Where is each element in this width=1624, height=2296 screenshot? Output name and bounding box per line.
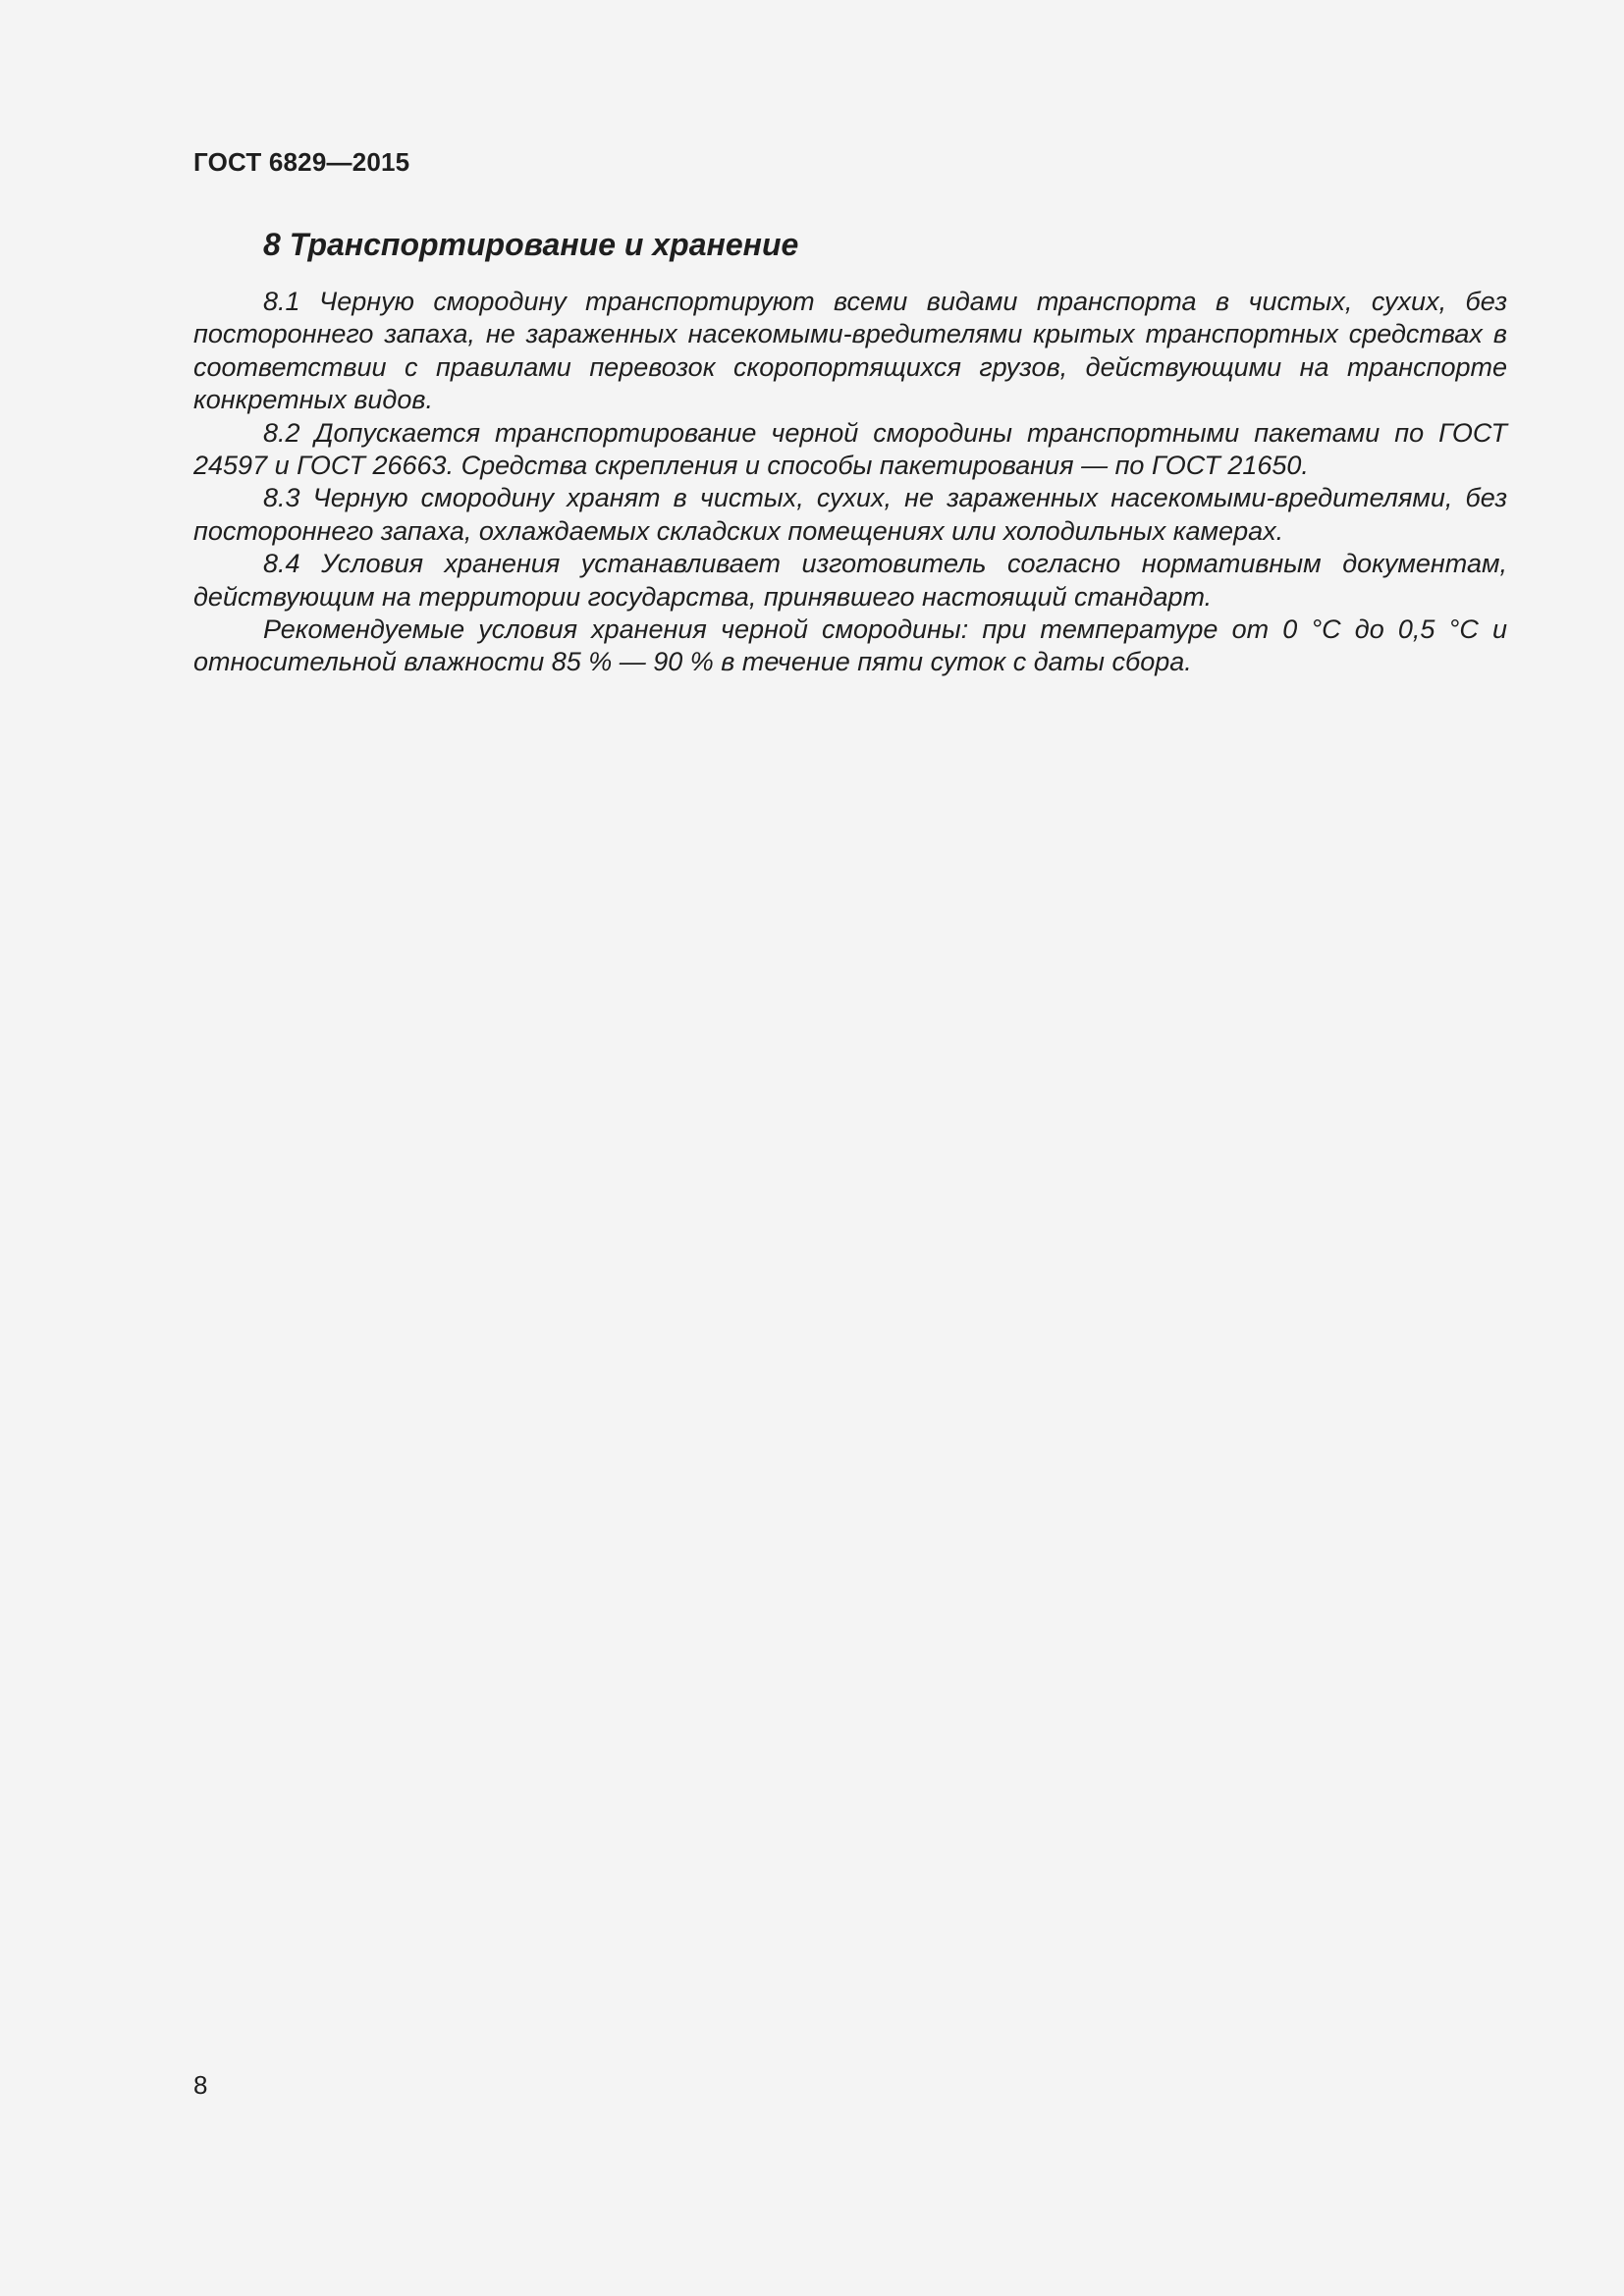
paragraph-storage-recommendation: Рекомендуемые условия хранения черной смородины: при температуре от 0 °С до 0,5 °С и относительной влажности 85 % — 90 % в течение пяти суток с даты сбора. bbox=[193, 614, 1507, 677]
section-title: 8 Транспортирование и хранение bbox=[263, 227, 799, 262]
paragraph-8-2: 8.2 Допускается транспортирование черной смородины транспортными пакетами по ГОСТ 24597 и ГОСТ 26663. Средства скрепления и способы пакетирования — по ГОСТ 21650. bbox=[193, 417, 1507, 481]
paragraph-8-4: 8.4 Условия хранения устанавливает изготовитель согласно нормативным документам, действующим на территории государства, принявшего настоящий стандарт. bbox=[193, 549, 1507, 612]
paragraph-8-3: 8.3 Черную смородину хранят в чистых, сухих, не зараженных насекомыми-вредителями, без постороннего запаха, охлаждаемых складских помещениях или холодильных камерах. bbox=[193, 483, 1507, 546]
paragraph-8-1: 8.1 Черную смородину транспортируют всеми видами транспорта в чистых, сухих, без постороннего запаха, не зараженных насекомыми-вредителями крытых транспортных средствах в соответствии с правилами перевозок скоропортящихся грузов, действующими на транспорте конкретных видов. bbox=[193, 287, 1507, 415]
page-number: 8 bbox=[193, 2070, 208, 2100]
section-transport-storage bbox=[193, 222, 1507, 679]
document-code: ГОСТ 6829—2015 bbox=[193, 147, 410, 177]
